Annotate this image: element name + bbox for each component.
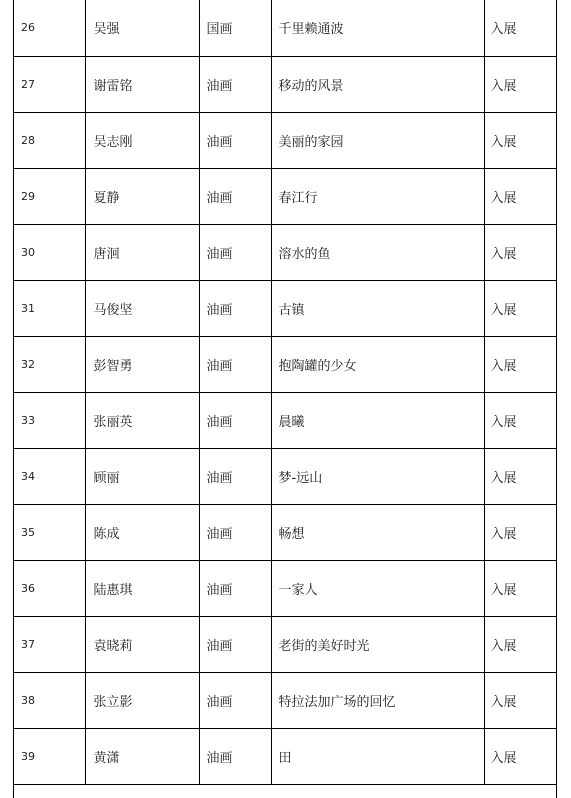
row-number: 29 — [14, 168, 85, 224]
table-row — [14, 224, 557, 280]
row-number: 33 — [14, 392, 85, 448]
artwork-title: 古镇 — [271, 280, 484, 336]
table-row — [14, 168, 557, 224]
table-row — [14, 560, 557, 616]
artwork-title: 梦-远山 — [271, 448, 484, 504]
artwork-category: 油画 — [199, 224, 271, 280]
artwork-category: 油画 — [199, 504, 271, 560]
table-row — [14, 280, 557, 336]
results-sheet — [13, 0, 557, 798]
selection-status: 入展 — [484, 280, 557, 336]
table-row — [14, 336, 557, 392]
selection-status: 入展 — [484, 56, 557, 112]
selection-status: 入展 — [484, 0, 557, 56]
selection-status: 入展 — [484, 448, 557, 504]
selection-status: 入展 — [484, 728, 557, 784]
selection-status: 入展 — [484, 224, 557, 280]
artist-name: 彭智勇 — [85, 336, 199, 392]
row-number: 28 — [14, 112, 85, 168]
selection-status: 入展 — [484, 168, 557, 224]
artwork-title: 一家人 — [271, 560, 484, 616]
selection-status: 入展 — [484, 672, 557, 728]
table-row — [14, 392, 557, 448]
selection-status: 入展 — [484, 336, 557, 392]
table-row — [14, 112, 557, 168]
artist-name: 张立影 — [85, 672, 199, 728]
selection-status: 入展 — [484, 504, 557, 560]
artwork-title: 抱陶罐的少女 — [271, 336, 484, 392]
table-body — [14, 0, 557, 784]
artwork-title: 田 — [271, 728, 484, 784]
exhibition-results-table — [14, 0, 557, 785]
artist-name: 张丽英 — [85, 392, 199, 448]
row-number: 37 — [14, 616, 85, 672]
artwork-category: 油画 — [199, 672, 271, 728]
artwork-category: 油画 — [199, 280, 271, 336]
artist-name: 陆惠琪 — [85, 560, 199, 616]
artwork-title: 春江行 — [271, 168, 484, 224]
artwork-category: 油画 — [199, 112, 271, 168]
artwork-title: 溶水的鱼 — [271, 224, 484, 280]
row-number: 38 — [14, 672, 85, 728]
artwork-category: 油画 — [199, 448, 271, 504]
artist-name: 吴志刚 — [85, 112, 199, 168]
table-row — [14, 56, 557, 112]
table-row — [14, 728, 557, 784]
row-number: 39 — [14, 728, 85, 784]
artwork-category: 油画 — [199, 616, 271, 672]
artwork-category: 油画 — [199, 56, 271, 112]
row-number: 27 — [14, 56, 85, 112]
artist-name: 顾丽 — [85, 448, 199, 504]
artwork-title: 美丽的家园 — [271, 112, 484, 168]
artwork-title: 畅想 — [271, 504, 484, 560]
table-row — [14, 504, 557, 560]
selection-status: 入展 — [484, 392, 557, 448]
artwork-category: 油画 — [199, 392, 271, 448]
artwork-category: 国画 — [199, 0, 271, 56]
artist-name: 谢雷铭 — [85, 56, 199, 112]
artist-name: 黄潇 — [85, 728, 199, 784]
row-number: 31 — [14, 280, 85, 336]
table-row — [14, 448, 557, 504]
artwork-title: 千里赖通波 — [271, 0, 484, 56]
selection-status: 入展 — [484, 112, 557, 168]
row-number: 30 — [14, 224, 85, 280]
artwork-category: 油画 — [199, 560, 271, 616]
row-number: 34 — [14, 448, 85, 504]
artwork-title: 移动的风景 — [271, 56, 484, 112]
table-row — [14, 672, 557, 728]
artist-name: 夏静 — [85, 168, 199, 224]
artwork-category: 油画 — [199, 728, 271, 784]
row-number: 32 — [14, 336, 85, 392]
artist-name: 马俊坚 — [85, 280, 199, 336]
artwork-title: 晨曦 — [271, 392, 484, 448]
artwork-category: 油画 — [199, 336, 271, 392]
artist-name: 陈成 — [85, 504, 199, 560]
row-number: 35 — [14, 504, 85, 560]
row-number: 26 — [14, 0, 85, 56]
table-row — [14, 616, 557, 672]
artist-name: 吴强 — [85, 0, 199, 56]
artwork-title: 特拉法加广场的回忆 — [271, 672, 484, 728]
artwork-category: 油画 — [199, 168, 271, 224]
selection-status: 入展 — [484, 560, 557, 616]
artist-name: 袁晓莉 — [85, 616, 199, 672]
selection-status: 入展 — [484, 616, 557, 672]
artwork-title: 老街的美好时光 — [271, 616, 484, 672]
row-number: 36 — [14, 560, 85, 616]
artist-name: 唐洄 — [85, 224, 199, 280]
table-row — [14, 0, 557, 56]
